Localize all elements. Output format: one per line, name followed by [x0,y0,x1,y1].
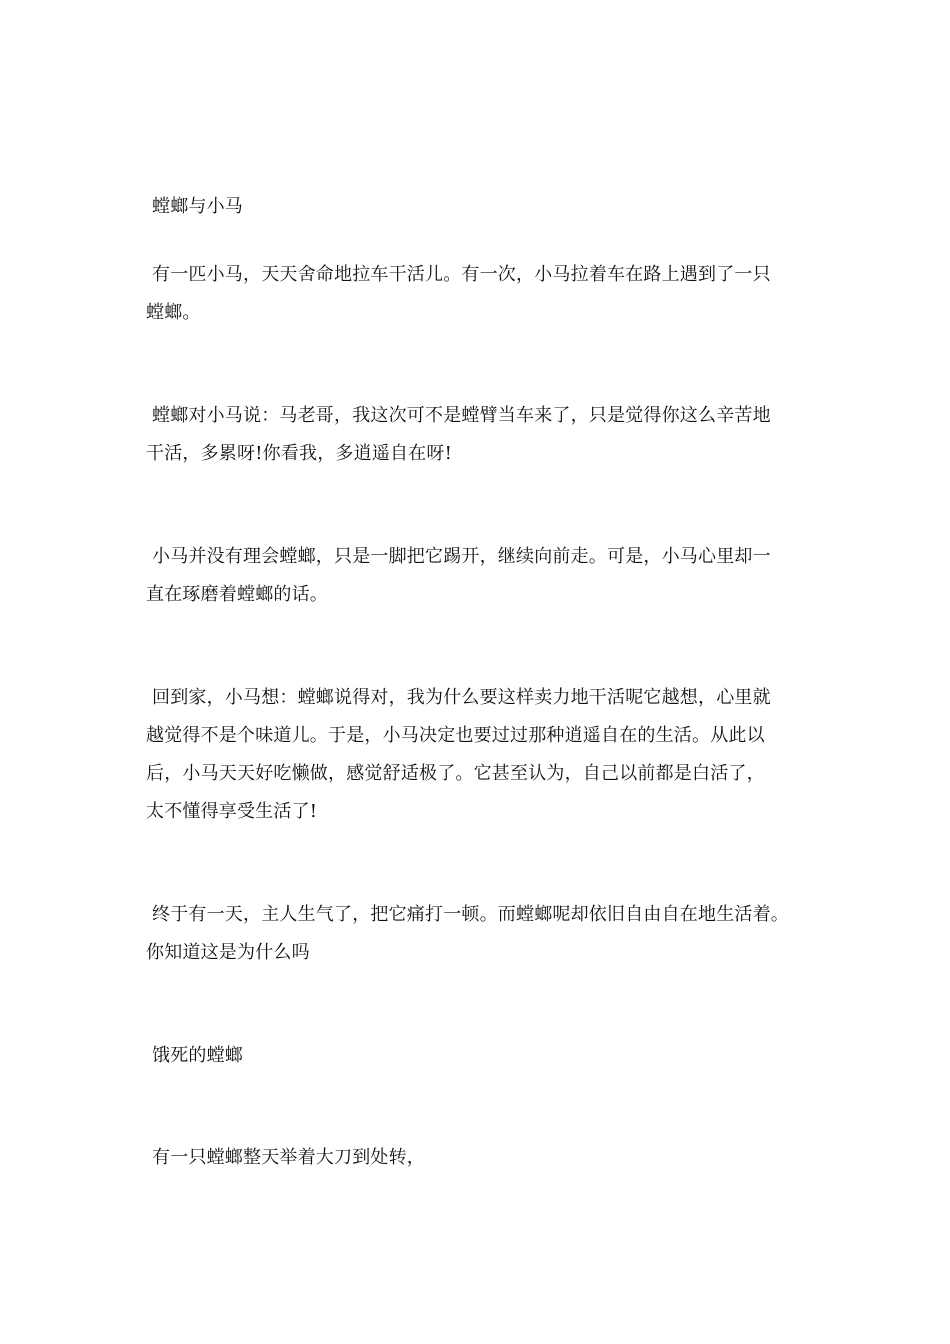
paragraph-line: 小马并没有理会螳螂，只是一脚把它踢开，继续向前走。可是，小马心里却一 [152,546,771,567]
paragraph-line: 直在琢磨着螳螂的话。 [146,584,328,605]
paragraph-line: 有一匹小马，天天舍命地拉车干活儿。有一次，小马拉着车在路上遇到了一只 [152,264,771,285]
paragraph-line: 太不懂得享受生活了! [146,801,318,822]
paragraph-line: 螳螂。 [146,302,201,323]
paragraph-line: 回到家，小马想：螳螂说得对，我为什么要这样卖力地干活呢它越想，心里就 [152,687,771,708]
paragraph-line: 后，小马天天好吃懒做，感觉舒适极了。它甚至认为，自己以前都是白活了， [146,763,765,784]
paragraph-line: 有一只螳螂整天举着大刀到处转， [152,1147,425,1168]
paragraph-line: 终于有一天，主人生气了，把它痛打一顿。而螳螂呢却依旧自由自在地生活着。 [152,904,789,925]
paragraph-line: 螳螂对小马说：马老哥，我这次可不是螳臂当车来了，只是觉得你这么辛苦地 [152,405,771,426]
paragraph-line: 越觉得不是个味道儿。于是，小马决定也要过过那种逍遥自在的生活。从此以 [146,725,765,746]
section-title: 饿死的螳螂 [152,1045,243,1066]
section-title: 螳螂与小马 [152,196,243,217]
paragraph-line: 你知道这是为什么吗 [146,942,310,963]
paragraph-line: 干活，多累呀!你看我，多逍遥自在呀! [146,443,453,464]
